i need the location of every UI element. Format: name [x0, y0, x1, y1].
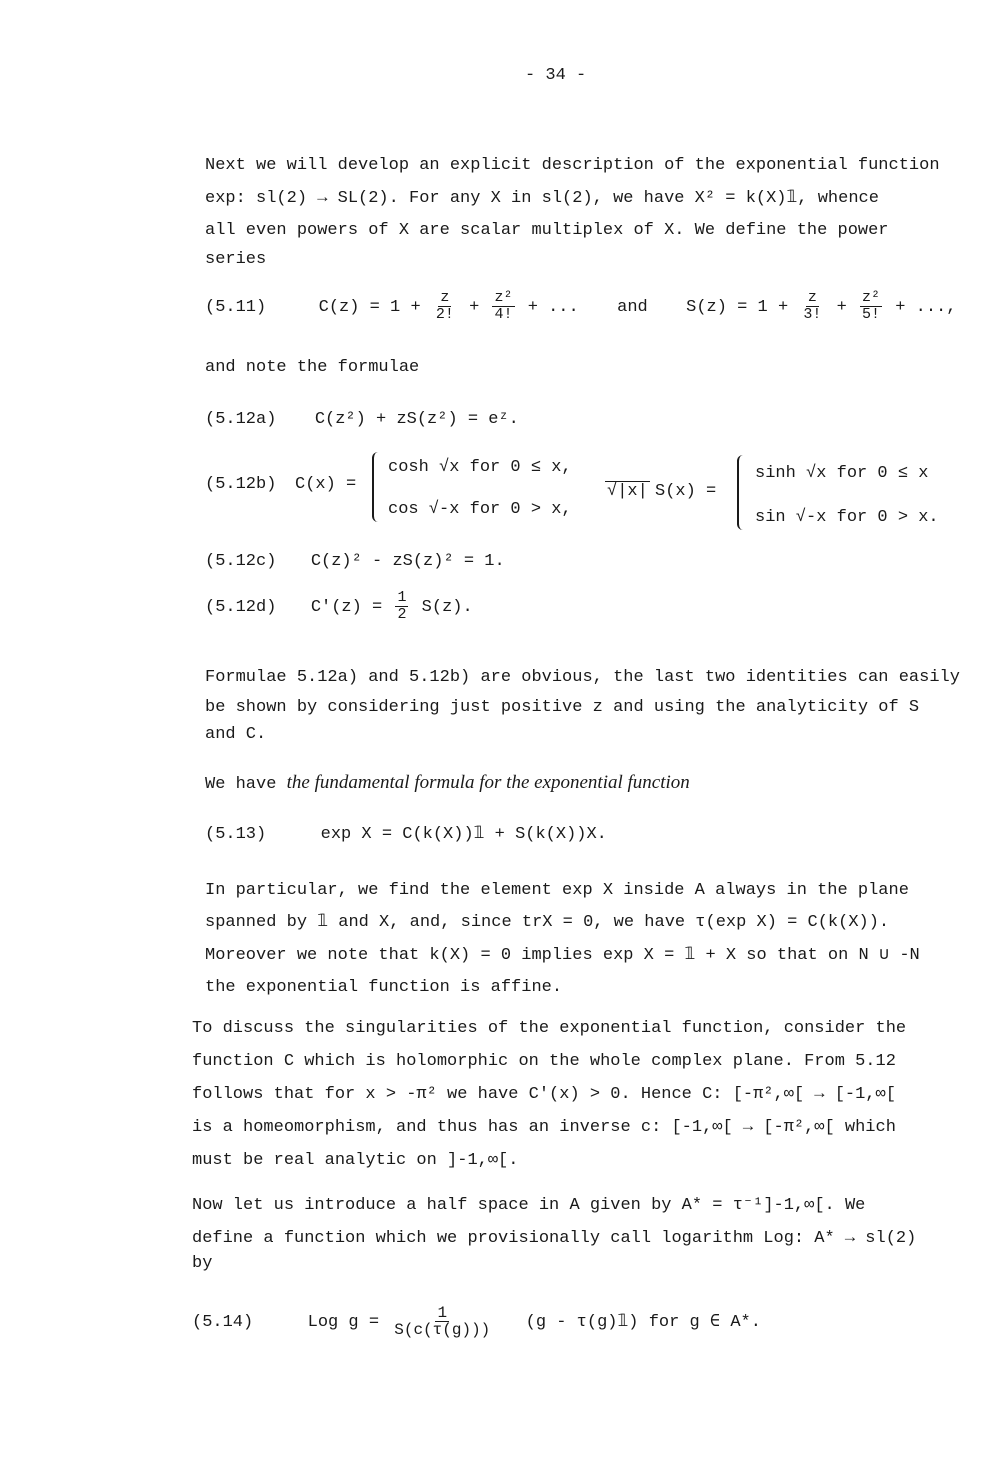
paragraph-line: and note the formulae — [205, 358, 420, 377]
s-series-lhs: S(z) = 1 + — [686, 297, 789, 317]
paragraph-line: define a function which we provisionally call logarithm Log: A* → sl(2) — [192, 1229, 917, 1248]
paragraph-line: and C. — [205, 725, 267, 744]
paragraph-line: exp: sl(2) → SL(2). For any X in sl(2), we have X² = k(X)𝟙, whence — [205, 189, 879, 208]
left-brace — [737, 455, 749, 530]
equation-body: exp X = C(k(X))𝟙 + S(k(X))X. — [320, 825, 607, 844]
paragraph-line: follows that for x > -π² we have C'(x) > 0. Hence C: [-π²,∞[ → [-1,∞[ — [192, 1085, 896, 1104]
equation-label: (5.12d) — [205, 597, 277, 617]
paragraph-line: In particular, we find the element exp X inside A always in the plane — [205, 881, 909, 900]
equation-lhs: Log g = — [307, 1312, 380, 1332]
s-case-negative: sin √-x for 0 > x. — [755, 508, 939, 527]
equation-5-11 — [205, 290, 956, 323]
fraction: $\frac{\text{z²}}{4!}$ — [494, 289, 513, 323]
sqrt-abs-x: √|x| — [607, 482, 648, 501]
series-ellipsis: + ..., — [895, 297, 957, 317]
equation-5-14 — [192, 1305, 761, 1338]
plain-text: We have — [205, 775, 287, 794]
fraction: $\frac{z}{2!}$ — [435, 289, 454, 323]
paragraph-line: Formulae 5.12a) and 5.12b) are obvious, the last two identities can easily — [205, 668, 960, 687]
fraction: $\frac{z}{3!}$ — [803, 289, 822, 323]
fraction: $\frac{1}{S(c(\tau(g)))}$ — [394, 1304, 491, 1339]
equation-5-12a — [205, 410, 519, 429]
equation-rhs: (g - τ(g)𝟙) for g ∈ A*. — [525, 1312, 761, 1332]
plus-sign: + — [469, 297, 480, 317]
paragraph-line: Now let us introduce a half space in A given by A* = τ⁻¹]-1,∞[. We — [192, 1196, 866, 1215]
plus-sign: + — [836, 297, 847, 317]
paragraph-line: must be real analytic on ]-1,∞[. — [192, 1151, 519, 1170]
series-ellipsis: + ... — [527, 297, 579, 317]
page-number: - 34 - — [525, 66, 587, 85]
paragraph-line — [205, 772, 690, 796]
left-brace — [372, 452, 384, 522]
paragraph-line: all even powers of X are scalar multiplex of X. We define the power — [205, 221, 889, 240]
paragraph-line: Moreover we note that k(X) = 0 implies exp X = 𝟙 + X so that on N ∪ -N — [205, 946, 920, 965]
paragraph-line: series — [205, 250, 267, 269]
c-case-positive: cosh √x for 0 ≤ x, — [388, 458, 572, 477]
conjunction: and — [617, 297, 648, 317]
paragraph-line: be shown by considering just positive z and using the analyticity of S — [205, 698, 920, 717]
equation-label: (5.14) — [192, 1312, 254, 1332]
equation-5-13 — [205, 823, 607, 844]
c-series-lhs: C(z) = 1 + — [318, 297, 421, 317]
paragraph-line: by — [192, 1254, 213, 1273]
paragraph-line: spanned by 𝟙 and X, and, since trX = 0, we have τ(exp X) = C(k(X)). — [205, 913, 890, 932]
equation-body: C(z)² - zS(z)² = 1. — [310, 552, 505, 571]
equation-label: (5.13) — [205, 825, 267, 844]
fraction: $\frac{\text{z²}}{5!}$ — [862, 289, 881, 323]
equation-body: C(z²) + zS(z²) = eᶻ. — [314, 410, 519, 429]
equation-label: (5.12b) — [205, 475, 277, 494]
paragraph-line: is a homeomorphism, and thus has an inverse c: [-1,∞[ → [-π²,∞[ which — [192, 1118, 896, 1137]
fraction: $\frac{1}{2}$ — [397, 589, 407, 623]
equation-rhs: S(z). — [421, 597, 473, 617]
equation-5-12c — [205, 552, 505, 571]
paragraph-line: Next we will develop an explicit description of the exponential function — [205, 156, 940, 175]
c-case-negative: cos √-x for 0 > x, — [388, 500, 572, 519]
s-case-positive: sinh √x for 0 ≤ x — [755, 464, 929, 483]
paragraph-line: function C which is holomorphic on the whole complex plane. From 5.12 — [192, 1052, 896, 1071]
paragraph-line: To discuss the singularities of the exponential function, consider the — [192, 1019, 907, 1038]
equation-label: (5.11) — [205, 297, 267, 317]
equation-lhs: C'(z) = — [310, 597, 383, 617]
equation-5-12d — [205, 590, 473, 623]
emphasized-text: the fundamental formula for the exponential function — [286, 772, 690, 793]
equation-label: (5.12a) — [205, 410, 277, 429]
s-piecewise-lhs: S(x) = — [655, 482, 717, 501]
c-piecewise-lhs: C(x) = — [295, 475, 357, 494]
equation-label: (5.12c) — [205, 552, 277, 571]
paragraph-line: the exponential function is affine. — [205, 978, 563, 997]
